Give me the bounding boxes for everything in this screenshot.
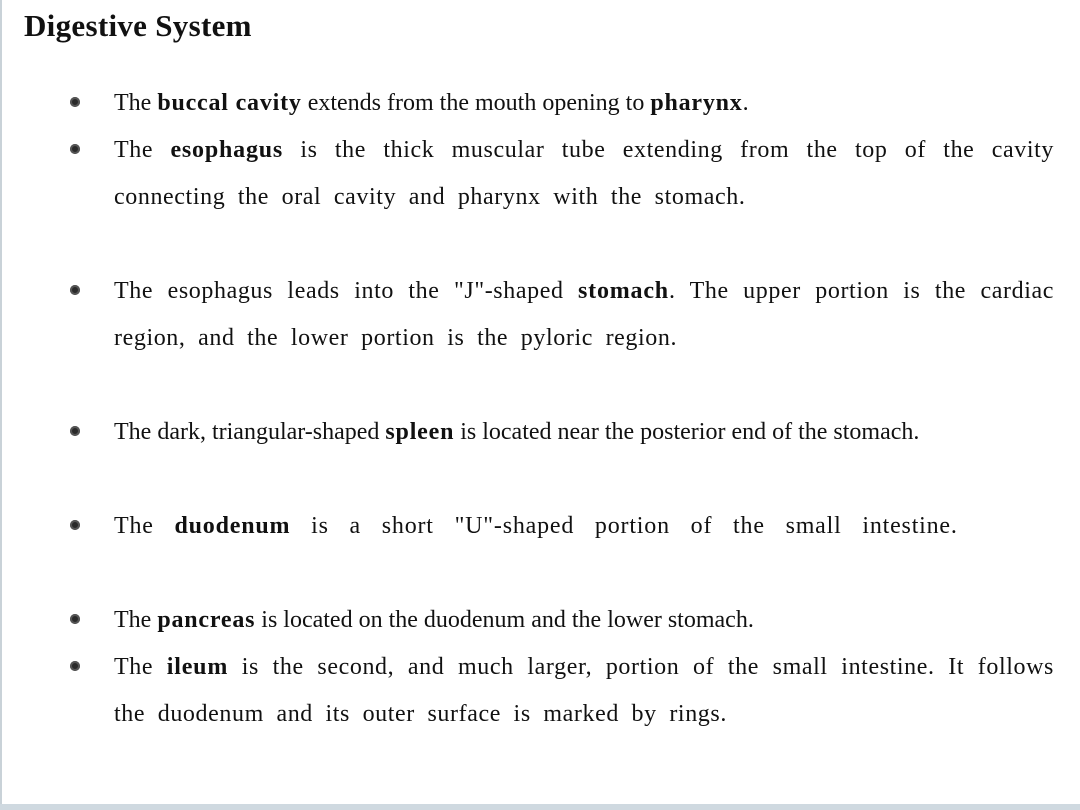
list-item-pancreas: The pancreas is located on the duodenum and the lower stomach. [66,597,1054,644]
term-spleen: spleen [385,419,455,445]
term-buccal-cavity: buccal cavity [157,90,302,116]
list-item-buccal-cavity: The buccal cavity extends from the mouth opening to pharynx. [66,80,1054,127]
term-pharynx: pharynx [650,90,743,116]
list-item-duodenum: The duodenum is a short "U"-shaped portion of the small intestine. [66,503,1054,597]
bullet-icon [70,285,80,295]
bullet-icon [70,614,80,624]
term-esophagus: esophagus [170,137,284,163]
list-item-esophagus: The esophagus is the thick muscular tube extending from the top of the cavity connecting the oral cavity and pharynx with the stomach. [66,127,1054,268]
list-item-ileum: The ileum is the second, and much larger, portion of the small intestine. It follows the duodenum and its outer surface is marked by rings. [66,644,1054,785]
page-bottom-edge [0,804,1080,810]
bullet-icon [70,661,80,671]
term-ileum: ileum [166,654,229,680]
page-title: Digestive System [24,8,252,43]
term-duodenum: duodenum [174,513,291,539]
page-left-edge [0,0,2,806]
list-item-spleen: The dark, triangular-shaped spleen is located near the posterior end of the stomach. [66,409,1054,503]
bullet-icon [70,520,80,530]
bullet-icon [70,97,80,107]
bullet-list [66,80,1054,785]
term-stomach: stomach [578,278,669,304]
bullet-icon [70,426,80,436]
term-pancreas: pancreas [157,607,256,633]
bullet-icon [70,144,80,154]
list-item-stomach: The esophagus leads into the "J"-shaped stomach. The upper portion is the cardiac region, and the lower portion is the pyloric region. [66,268,1054,409]
